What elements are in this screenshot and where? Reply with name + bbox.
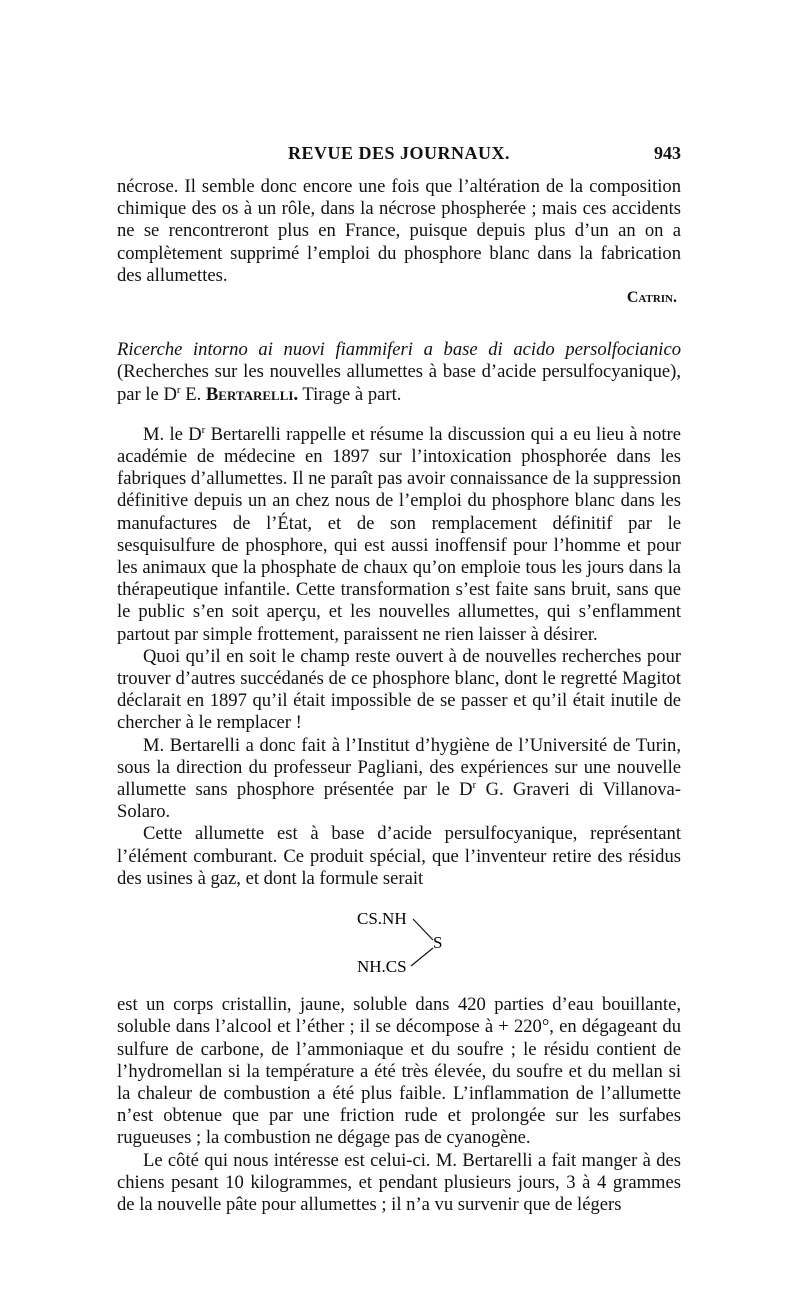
reviewed-work-citation: Ricerche intorno ai nuovi fiammiferi a base di acido persolfocianico (Recherches sur les nouvelles allumettes à base d’acide persulfocyanique), par le $D^r$ E. Bertarelli. Tirage à part.	[117, 339, 681, 405]
french-translation: (Recherches sur les nouvelles allumettes à base d’acide persulfocyanique), par le	[117, 361, 681, 405]
running-header	[117, 143, 681, 173]
formula-bottom: NH.CS	[357, 957, 407, 977]
previous-article-text: nécrose. Il semble donc encore une fois que l’altération de la composition chimique des os à un rôle, dans la nécrose phospherée ; mais ces accidents ne se rencontreront plus en France, puisque depuis plus d’un an on a complètement supprimé l’emploi du phosphore blanc dans la fabrication des allumettes.	[117, 176, 681, 286]
signature-line	[117, 287, 681, 309]
page-number: 943	[654, 143, 681, 163]
previous-article-author: Catrin.	[626, 289, 677, 307]
formula-top: CS.NH	[357, 909, 407, 929]
bond-line-lower	[411, 948, 433, 966]
chemical-formula	[117, 896, 681, 990]
bond-line-upper	[413, 919, 433, 940]
paragraph-3: M. Bertarelli a donc fait à l’Institut d’hygiène de l’Université de Turin, sous la direction du professeur Pagliani, des expériences sur une nouvelle allumette sans phosphore présentée par le $D^r$ G. Graveri di Villanova-Solaro.	[117, 734, 681, 823]
paragraph-1: M. le $D^r$ Bertarelli rappelle et résume la discussion qui a eu lieu à notre académie de médecine en 1897 sur l’intoxication phosphorée dans les fabriques d’allumettes. Il ne paraît pas avoir connaissance de la suppression définitive depuis un an chez nous de l’emploi du phosphore blanc dans les manufactures de l’État, et de son remplacement définitif par le sesquisulfure de phosphore, qui est aussi inoffensif pour l’homme et pour les animaux que la phosphate de chaux qu’on emploie tous les jours dans la thérapeutique infantile. Cette transformation s’est faite sans bruit, sans que le public s’en soit aperçu, et les nouvelles allumettes, qui s’enflamment partout par simple frottement, paraissent ne rien laisser à désirer.	[117, 423, 682, 645]
italian-title: Ricerche intorno ai nuovi fiammiferi a base di acido persolfocianico	[117, 339, 681, 361]
paragraph-5: est un corps cristallin, jaune, soluble dans 420 parties d’eau bouillante, soluble dans l’alcool et l’éther ; il se décompose à + 220°, en dégageant du sulfure de carbone, de l’ammoniaque et du soufre ; le résidu contient de l’hydromellan si la température a été très élevée, du soufre et du mellan si la chaleur de combustion a été plus faible. L’inflammation de l’allumette n’est obtenue que par une friction rude et prolongée sur les surfabes rugueuses ; la combustion ne dégage pas de cyanogène.	[117, 994, 681, 1149]
paragraph-2: Quoi qu’il en soit le champ reste ouvert à de nouvelles recherches pour trouver d’autres succédanés de ce phosphore blanc, dont le regretté Magitot déclarait en 1897 qu’il était impossible de se passer et qu’il était inutile de chercher à le remplacer !	[117, 645, 681, 734]
previous-article-ending	[117, 176, 681, 287]
formula-diagram	[117, 896, 681, 990]
tirage-note: Tirage à part.	[298, 383, 402, 405]
formula-sulfur: S	[433, 933, 443, 953]
journal-section-title: REVUE DES JOURNAUX.	[287, 143, 511, 163]
page-body	[117, 176, 681, 1216]
cited-author: Bertarelli.	[205, 383, 299, 405]
paragraph-4: Cette allumette est à base d’acide persulfocyanique, représentant l’élément comburant. Ce produit spécial, que l’inventeur retire des résidus des usines à gaz, et dont la formule serait	[117, 823, 681, 889]
paragraph-6: Le côté qui nous intéresse est celui-ci. M. Bertarelli a fait manger à des chiens pesant 10 kilogrammes, et pendant plusieurs jours, 3 à 4 grammes de la nouvelle pâte pour allumettes ; il n’a vu survenir que de légers	[117, 1149, 681, 1215]
